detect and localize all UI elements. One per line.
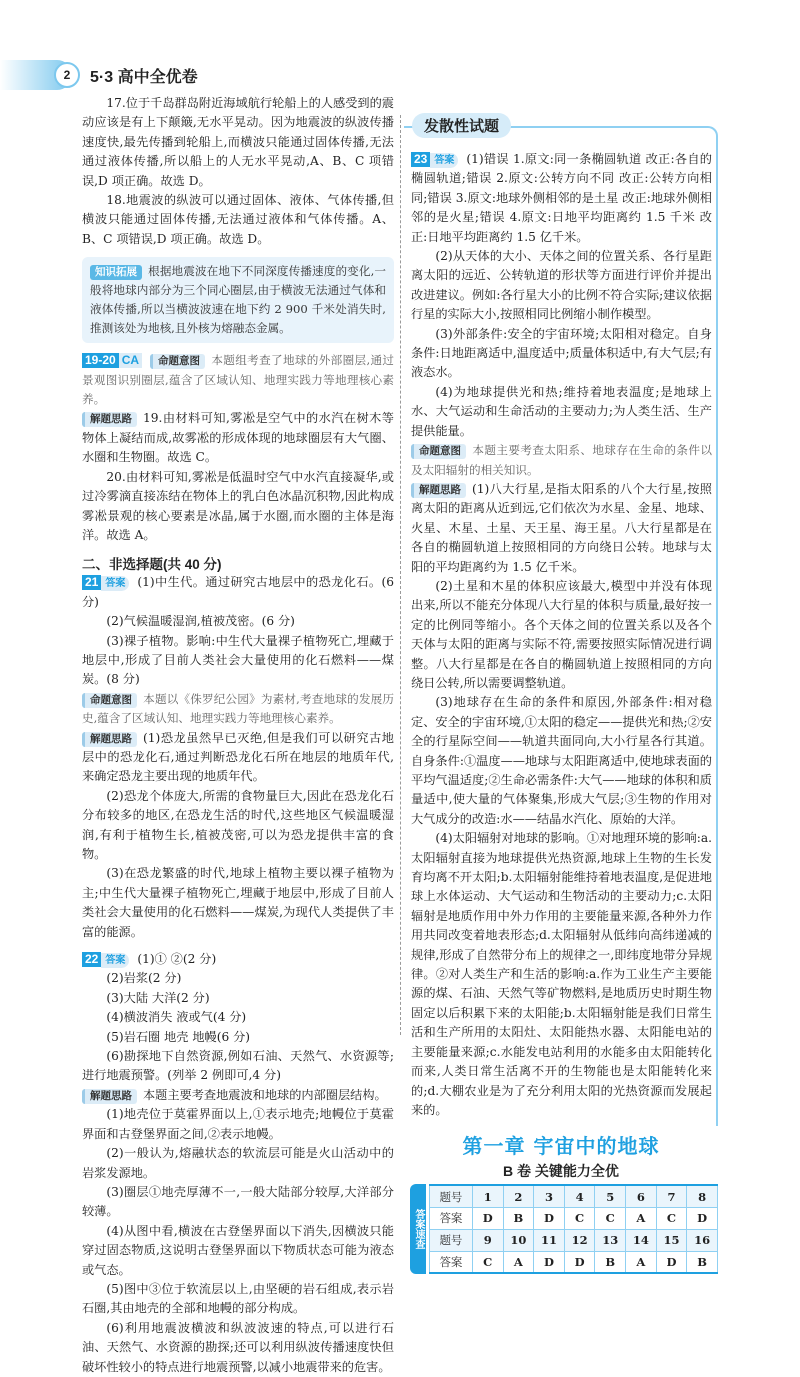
left-column [82, 94, 394, 1377]
page-number: 2 [54, 62, 80, 88]
question-number: 23 [411, 152, 430, 167]
q22-answer-4: (4)横波消失 液或气(4 分) [106, 1010, 247, 1025]
q23-answer-4: (4)为地球提供光和热;维持着地表温度;是地球上水、大气运动和生命活动的主要动力;为人类生活、生产提供能量。 [411, 384, 712, 438]
q22-idea-intro: 本题主要考查地震波和地球的内部圈层结构。 [143, 1087, 387, 1102]
right-area [404, 113, 718, 1274]
q23-idea-4: (4)太阳辐射对地球的影响。①对地理环境的影响:a.太阳辐射直接为地球提供光热资源,地球上生物的生长发育均离不开太阳;b.太阳辐射能维持着地表温度,是促进地球上水体运动、大气运动和生物活动的主要动力;c.太阳辐射是地质作用中外力作用的主要能量来源,各种外力作用共同改变着地表形态;d.太阳辐射从低纬向高纬递减的规律,形成了自然带分布上的规律之一,即纬度地带分异规律。②对人类生产和生活的影响:a.作为工业生产主要能源的煤、石油、天然气等矿物燃料,是地质历史时期生物固定以后积累下来的太阳能;b.太阳辐射能是我们日常生活和生产所用的太阳灶、太阳能热水器、太阳能电站的主要能量来源;c.水能发电站利用的水能多由太阳能转化而来,人类日常生活离不开的生物能也是太阳能转化来的;d.大棚农业是为了充分利用太阳的光热资源而发展起来的。 [411, 831, 712, 1117]
divergent-section-frame [404, 126, 718, 1126]
q21-answer-1: (1)中生代。通过研究古地层中的恐龙化石。(6 分) [82, 575, 394, 609]
answer-19: 19.由材料可知,雾凇是空气中的水汽在树木等物体上凝结而成,故雾凇的形成体现的地球圈层有大气圈、水圈和生物圈。故选 C。 [82, 411, 394, 465]
table-row-answer [430, 1207, 718, 1229]
table-cell: 6 [626, 1185, 657, 1207]
intent-text: 本题以《侏罗纪公园》为素材,考查地球的发展历史,蕴含了区域认知、地理实践力等地理核心素养。 [82, 691, 394, 726]
idea-tag: 解题思路 [82, 1089, 137, 1104]
table-cell: D [472, 1207, 503, 1229]
q22-answer-6: (6)勘探地下自然资源,例如石油、天然气、水资源等;进行地震预警。(列举 2 例即可,4 分) [82, 1049, 394, 1083]
q21-answer-3: (3)裸子植物。影响:中生代大量裸子植物死亡,埋藏于地层中,形成了目前人类社会大量使用的化石燃料——煤炭。(8 分) [82, 633, 394, 687]
table-cell: D [534, 1251, 565, 1273]
table-cell: 11 [534, 1229, 565, 1251]
table-cell: 13 [595, 1229, 626, 1251]
table-cell: B [595, 1251, 626, 1273]
table-row-question [430, 1185, 718, 1207]
section-title: 发散性试题 [412, 113, 511, 138]
q22-answer-2: (2)岩浆(2 分) [106, 971, 182, 986]
knowledge-text: 根据地震波在地下不同深度传播速度的变化,一般将地球内部分为三个同心圈层,由于横波无法通过气体和液体传播,所以当横波波速在地下约 2 900 千米处消失时,推测该处为地核,且外核为熔融态金属。 [90, 264, 386, 336]
q23-idea-1: (1)八大行星,是指太阳系的八个大行星,按照离太阳的距离从近到远,它们依次为水星、金星、地球、火星、木星、土星、天王星、海王星。八大行星都是在各自的椭圆轨道上按照相同的方向绕日公转。地球与太阳的平均距离约为 1.5 亿千米。 [411, 481, 712, 574]
answer-tag: 答案 [101, 953, 129, 968]
knowledge-box [82, 257, 394, 343]
answer-badge: CA [119, 353, 142, 368]
table-cell: 9 [472, 1229, 503, 1251]
table-row-question [430, 1229, 718, 1251]
intent-tag: 命题意图 [150, 354, 205, 369]
chapter-subtitle: B 卷 关键能力全优 [503, 1163, 619, 1180]
table-cell: B [503, 1207, 534, 1229]
q22-idea-3: (3)圈层①地壳厚薄不一,一般大陆部分较厚,大洋部分较薄。 [82, 1184, 394, 1219]
table-cell: D [687, 1207, 718, 1229]
q22-answer-3: (3)大陆 大洋(2 分) [106, 990, 210, 1005]
table-cell: 7 [656, 1185, 687, 1207]
row-label: 答案 [430, 1251, 473, 1273]
q21-idea-1: (1)恐龙虽然早已灭绝,但是我们可以研究古地层中的恐龙化石,通过判断恐龙化石所在地层的地质年代,来确定恐龙主要出现的地质年代。 [82, 730, 394, 784]
idea-tag: 解题思路 [411, 483, 466, 498]
q22-idea-1: (1)地壳位于莫霍界面以上,①表示地壳;地幔位于莫霍界面和古登堡界面之间,②表示地幔。 [82, 1107, 394, 1141]
answer-tag: 答案 [101, 576, 129, 591]
table-cell: 3 [534, 1185, 565, 1207]
q23-idea-3: (3)地球存在生命的条件和原因,外部条件:相对稳定、安全的宇宙环境,①太阳的稳定——提供光和热;②安全的行星际空间——轨道共面同向,大小行星各行其道。自身条件:①温度——地球与太阳距离适中,使地球表面的平均气温适度;②生命必需条件:大气——地球的体积和质量适中,使大量的气体聚集,形成大气层;③生物的作用对大气成分的改造:水——结晶水汽化、原始的大洋。 [411, 695, 712, 826]
chapter-title: 第一章 宇宙中的地球 [462, 1134, 660, 1159]
question-number: 22 [82, 952, 101, 967]
intent-tag: 命题意图 [411, 444, 466, 459]
idea-tag: 解题思路 [82, 412, 137, 427]
answer-table [429, 1184, 718, 1274]
table-cell: A [626, 1207, 657, 1229]
answer-18: 18.地震波的纵波可以通过固体、液体、气体传播,但横波只能通过固体传播,无法通过液体和气体传播。A、B、C 项错误,D 项正确。故选 D。 [82, 193, 394, 246]
table-cell: C [564, 1207, 595, 1229]
intent-text: 本题主要考查太阳系、地球存在生命的条件以及太阳辐射的相关知识。 [411, 443, 712, 477]
q23-answer-2: (2)从天体的大小、天体之间的位置关系、各行星距离太阳的远近、公转轨道的形状等方面进行评价并提出改进建议。例如:各行星大小的比例不符合实际;建议依据行星的实际大小,按照相同比例缩小制作模型。 [411, 249, 712, 322]
section-heading: 二、非选择题(共 40 分) [82, 557, 222, 573]
table-cell: 2 [503, 1185, 534, 1207]
table-cell: 16 [687, 1229, 718, 1251]
table-cell: D [656, 1251, 687, 1273]
q23-answer-3: (3)外部条件:安全的宇宙环境;太阳相对稳定。自身条件:日地距离适中,温度适中;质量体积适中,有大气层;有液态水。 [411, 326, 712, 380]
intent-text: 本题组考查了地球的外部圈层,通过景观图识别圈层,蕴含了区域认知、地理实践力等地理核心素养。 [82, 353, 394, 407]
knowledge-tag: 知识拓展 [90, 265, 142, 280]
q23-idea-2: (2)土星和木星的体积应该最大,模型中并没有体现出来,所以不能充分体现八大行星的体积与质量,最好按一定的比例同等缩小。各个天体之间的位置关系以及各个天体与太阳的距离与实际不符,需要按照实际情况进行调整。八大行星都是在各自的椭圆轨道上按照相同的方向绕日公转,所以需要调整轨道。 [411, 578, 712, 690]
table-cell: 14 [626, 1229, 657, 1251]
q21-answer-2: (2)气候温暖湿润,植被茂密。(6 分) [106, 614, 295, 629]
q22-answer-5: (5)岩石圈 地壳 地幔(6 分) [106, 1029, 251, 1044]
column-divider [400, 115, 401, 1035]
table-cell: D [534, 1207, 565, 1229]
q21-idea-3: (3)在恐龙繁盛的时代,地球上植物主要以裸子植物为主;中生代大量裸子植物死亡,埋藏于地层中,形成了目前人类社会大量使用的化石燃料——煤炭,为现代人类提供了丰富的能源。 [82, 866, 394, 939]
answer-20: 20.由材料可知,雾凇是低温时空气中水汽直接凝华,或过冷雾滴直接冻结在物体上的乳白色冰晶沉积物,因此构成雾凇景观的核心要素是冰晶,属于水圈,而水圈的主体是海洋。故选 A。 [82, 469, 394, 542]
answer-17: 17.位于千岛群岛附近海域航行轮船上的人感受到的震动应该是有上下颠簸,无水平晃动。因为地震波的纵波传播速度快,最先传播到轮船上,而横波只能通过固体传播,无法通过液体传播,所以船上的人无水平晃动,A、B、C 项错误,D 项正确。故选 D。 [82, 96, 394, 188]
q23-answer-1: (1)错误 1.原文:同一条椭圆轨道 改正:各自的椭圆轨道;错误 2.原文:公转方向不同 改正:公转方向相同;错误 3.原文:地球外侧相邻的是土星 改正:地球外侧相邻的是火星;错误 4.原文:日地平均距离约 1.5 千米 改正:日地平均距离约 1.5 亿千米。 [411, 152, 712, 244]
answer-table-area [410, 1184, 718, 1274]
q21-idea-2: (2)恐龙个体庞大,所需的食物量巨大,因此在恐龙化石分布较多的地区,在恐龙生活的时代,这些地区气候温暖湿润,有利于植物生长,植被茂密,可以为恐龙提供丰富的食物。 [82, 788, 394, 861]
book-title: 5·3 高中全优卷 [90, 69, 198, 86]
row-label: 题号 [430, 1185, 473, 1207]
table-cell: 1 [472, 1185, 503, 1207]
table-cell: C [472, 1251, 503, 1273]
table-cell: 8 [687, 1185, 718, 1207]
table-row-answer [430, 1251, 718, 1273]
table-cell: D [564, 1251, 595, 1273]
table-cell: A [626, 1251, 657, 1273]
table-cell: 4 [564, 1185, 595, 1207]
q22-idea-4: (4)从图中看,横波在古登堡界面以下消失,因横波只能穿过固态物质,这说明古登堡界面以下物质状态可能为液态或气态。 [82, 1223, 394, 1277]
question-number: 21 [82, 575, 101, 590]
idea-tag: 解题思路 [82, 732, 137, 747]
table-cell: 12 [564, 1229, 595, 1251]
row-label: 题号 [430, 1229, 473, 1251]
table-cell: A [503, 1251, 534, 1273]
table-cell: B [687, 1251, 718, 1273]
intent-tag: 命题意图 [82, 693, 137, 708]
table-cell: C [656, 1207, 687, 1229]
row-label: 答案 [430, 1207, 473, 1229]
table-cell: 15 [656, 1229, 687, 1251]
table-cell: C [595, 1207, 626, 1229]
question-number: 19-20 [82, 353, 119, 368]
answer-tag: 答案 [430, 153, 458, 168]
q22-idea-6: (6)利用地震波横波和纵波波速的特点,可以进行石油、天然气、水资源的勘探;还可以利用纵波传播速度快但破坏性较小的特点进行地震预警,以减小地震带来的危害。 [82, 1320, 394, 1374]
q22-answer-1: (1)① ②(2 分) [137, 952, 217, 967]
q22-idea-2: (2)一般认为,熔融状态的软流层可能是火山活动中的岩浆发源地。 [82, 1146, 394, 1180]
table-cell: 5 [595, 1185, 626, 1207]
table-cell: 10 [503, 1229, 534, 1251]
q22-idea-5: (5)图中③位于软流层以上,由坚硬的岩石组成,表示岩石圈,其由地壳的全部和地幔的部分构成。 [82, 1281, 394, 1316]
answer-quick-check-label: 答案速查 [410, 1184, 426, 1274]
